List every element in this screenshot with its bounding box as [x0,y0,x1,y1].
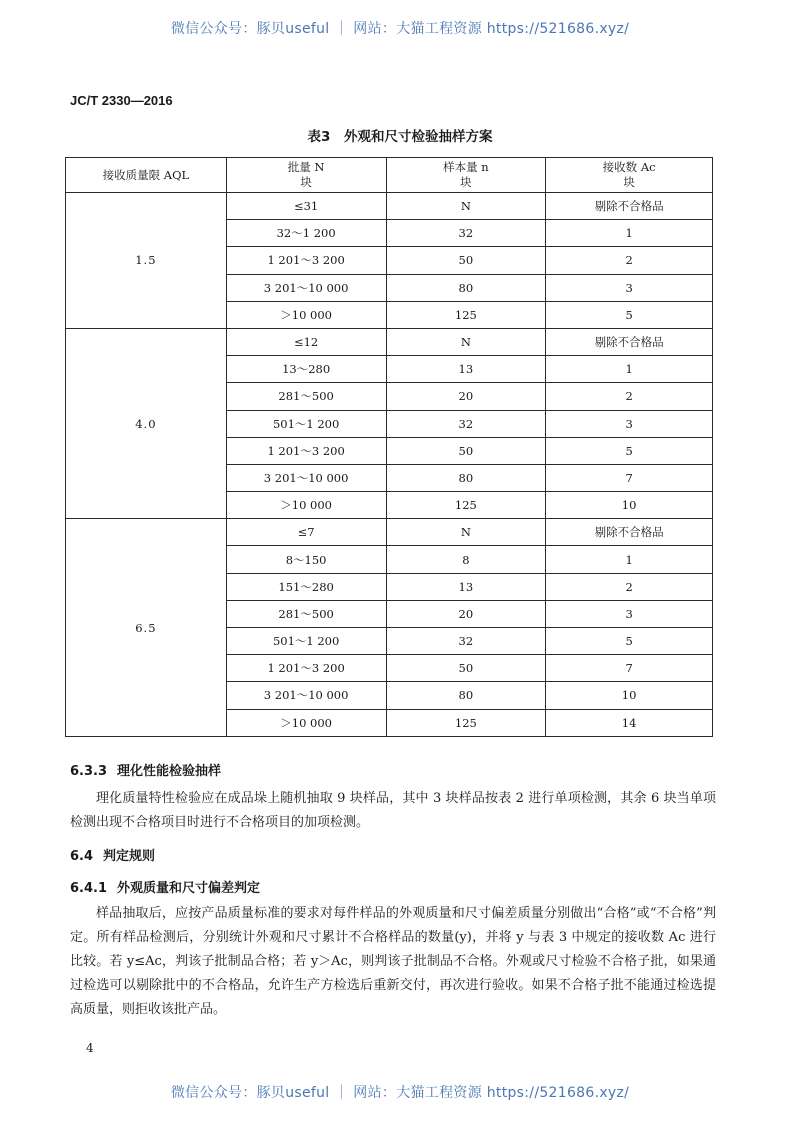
table-row [66,519,713,546]
batch-size-cell: ≤7 [226,519,386,546]
acceptance-number-cell: 5 [546,437,713,464]
batch-size-cell: 3 201～10 000 [226,682,386,709]
header-aql: 接收质量限 AQL [66,158,227,193]
table-header-row [66,158,713,193]
sample-size-cell: 80 [386,464,546,491]
acceptance-number-cell: 10 [546,682,713,709]
section-6-3-3-heading: 6.3.3 理化性能检验抽样 [70,764,222,779]
sample-size-cell: N [386,193,546,220]
sample-size-cell: 80 [386,682,546,709]
table-body [66,193,713,737]
sample-size-cell: 125 [386,709,546,736]
batch-size-cell: 281～500 [226,383,386,410]
header-accept: 接收数 Ac 块 [546,158,713,193]
acceptance-number-cell: 1 [546,356,713,383]
section-6-4-heading: 6.4 判定规则 [70,849,156,864]
sample-size-cell: 50 [386,655,546,682]
table-row [66,328,713,355]
acceptance-number-cell: 剔除不合格品 [546,193,713,220]
acceptance-number-cell: 1 [546,546,713,573]
sample-size-cell: 8 [386,546,546,573]
aql-cell: 6.5 [66,519,227,737]
watermark-bottom: 微信公众号：豚贝useful ｜ 网站：大猫工程资源 https://521686.xyz/ [170,1085,630,1101]
batch-size-cell: ＞10 000 [226,709,386,736]
batch-size-cell: 32～1 200 [226,220,386,247]
acceptance-number-cell: 2 [546,573,713,600]
batch-size-cell: 13～280 [226,356,386,383]
sample-size-cell: 32 [386,410,546,437]
sample-size-cell: 20 [386,600,546,627]
batch-size-cell: 1 201～3 200 [226,437,386,464]
sample-size-cell: 50 [386,437,546,464]
sample-size-cell: 80 [386,274,546,301]
batch-size-cell: ＞10 000 [226,492,386,519]
acceptance-number-cell: 2 [546,247,713,274]
section-6-3-3-paragraph: 理化质量特性检验应在成品垛上随机抽取 9 块样品，其中 3 块样品按表 2 进行单项检测，其余 6 块当单项检测出现不合格项目时进行不合格项目的加项检测。 [70,791,716,830]
acceptance-number-cell: 10 [546,492,713,519]
acceptance-number-cell: 7 [546,464,713,491]
batch-size-cell: 501～1 200 [226,410,386,437]
table-row [66,193,713,220]
sample-size-cell: 13 [386,356,546,383]
batch-size-cell: 1 201～3 200 [226,247,386,274]
acceptance-number-cell: 3 [546,600,713,627]
sample-size-cell: 32 [386,220,546,247]
batch-size-cell: ≤31 [226,193,386,220]
section-6-4-1-paragraph: 样品抽取后，应按产品质量标准的要求对每件样品的外观质量和尺寸偏差质量分别做出“合格”或“不合格”判定。所有样品检测后，分别统计外观和尺寸累计不合格样品的数量(y)，并将 y 与表 3 中规定的接收数 Ac 进行比较。若 y≤Ac，判该子批制品合格；若 y＞Ac，则判该子批制品不合格。外观或尺寸检验不合格子批，如果通过检选可以剔除批中的不合格品，允许生产方检选后重新交付，再次进行验收。如果不合格子批不能通过检选提高质量，则拒收该批产品。 [70,906,716,1017]
standard-code: JC/T 2330—2016 [70,93,173,108]
header-batch: 批量 N 块 [226,158,386,193]
batch-size-cell: 8～150 [226,546,386,573]
aql-cell: 4.0 [66,328,227,518]
batch-size-cell: ＞10 000 [226,301,386,328]
acceptance-number-cell: 14 [546,709,713,736]
acceptance-number-cell: 剔除不合格品 [546,519,713,546]
batch-size-cell: ≤12 [226,328,386,355]
section-6-4-1-heading: 6.4.1 外观质量和尺寸偏差判定 [70,881,261,896]
header-sample: 样本量 n 块 [386,158,546,193]
sample-size-cell: 125 [386,492,546,519]
batch-size-cell: 3 201～10 000 [226,274,386,301]
watermark-top: 微信公众号：豚贝useful ｜ 网站：大猫工程资源 https://521686.xyz/ [170,21,630,37]
sample-size-cell: N [386,519,546,546]
sample-size-cell: 13 [386,573,546,600]
batch-size-cell: 1 201～3 200 [226,655,386,682]
acceptance-number-cell: 1 [546,220,713,247]
aql-cell: 1.5 [66,193,227,329]
sample-size-cell: 50 [386,247,546,274]
sample-size-cell: 32 [386,628,546,655]
acceptance-number-cell: 7 [546,655,713,682]
sampling-plan-table [65,157,713,737]
acceptance-number-cell: 剔除不合格品 [546,328,713,355]
table-title: 表3 外观和尺寸检验抽样方案 [307,129,493,145]
sample-size-cell: 20 [386,383,546,410]
sample-size-cell: N [386,328,546,355]
batch-size-cell: 3 201～10 000 [226,464,386,491]
acceptance-number-cell: 3 [546,410,713,437]
sample-size-cell: 125 [386,301,546,328]
acceptance-number-cell: 5 [546,628,713,655]
acceptance-number-cell: 5 [546,301,713,328]
page-number: 4 [86,1041,94,1055]
batch-size-cell: 151～280 [226,573,386,600]
acceptance-number-cell: 3 [546,274,713,301]
batch-size-cell: 501～1 200 [226,628,386,655]
batch-size-cell: 281～500 [226,600,386,627]
acceptance-number-cell: 2 [546,383,713,410]
